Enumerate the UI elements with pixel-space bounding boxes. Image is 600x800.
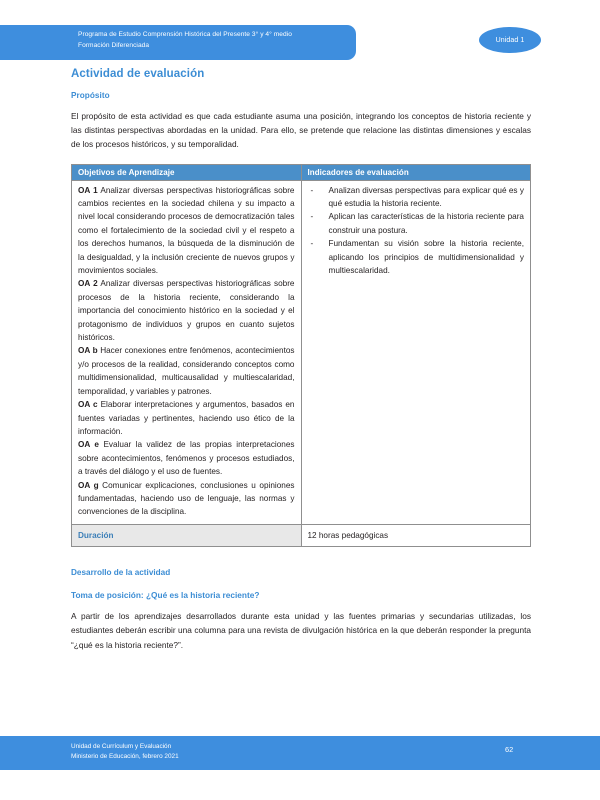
header-program-title <box>78 30 348 51</box>
unit-badge: Unidad 1 <box>479 27 541 53</box>
objective-text: Hacer conexiones entre fenómenos, acontecimientos y/o procesos de la realidad, considerando conceptos como multidimensionalidad, multicausalidad y multiescalaridad, temporalidad, y variables y patrones. <box>78 346 295 396</box>
objective-code: OA e <box>78 440 99 450</box>
footer-line-2: Ministerio de Educación, febrero 2021 <box>71 753 179 761</box>
objective-item <box>78 398 295 438</box>
objective-text: Analizar diversas perspectivas historiográficas sobre cambios recientes en la sociedad chilena y su impacto a nivel local considerando procesos de democratización tales como el fortalecimiento de la sociedad civil y el respeto a los derechos humanos, la búsqueda de la disminución de la desigualdad, y la inclusión creciente de nuevos grupos y movimientos sociales. <box>78 185 295 276</box>
objective-text: Comunicar explicaciones, conclusiones u opiniones fundamentadas, haciendo uso de lenguaje, las normas y convenciones de la disciplina. <box>78 480 295 517</box>
objective-code: OA 2 <box>78 279 98 289</box>
dash-bullet-icon: - <box>310 212 314 222</box>
activity-development-section <box>71 568 531 652</box>
objective-item <box>78 479 295 519</box>
objective-code: OA g <box>78 480 99 490</box>
objective-item <box>78 344 295 398</box>
objective-text: Elaborar interpretaciones y argumentos, basados en fuentes variadas y pertinentes, haciendo uso ético de la información. <box>78 400 295 436</box>
page-title: Actividad de evaluación <box>71 68 205 80</box>
indicator-text: Analizan diversas perspectivas para explicar qué es y qué estudia la historia reciente. <box>328 185 524 209</box>
document-content <box>71 68 531 652</box>
task-heading: Toma de posición: ¿Qué es la historia reciente? <box>71 590 260 601</box>
purpose-paragraph: El propósito de esta actividad es que cada estudiante asuma una posición, integrando los conceptos de historia reciente y las distintas perspectivas abordadas en la unidad. Para ello, se pretende que relacione las distintas dimensiones y escalas de los procesos históricos, y su temporalidad. <box>71 111 531 150</box>
indicadores-cell <box>301 180 531 524</box>
table-row <box>72 180 531 524</box>
table-header-row <box>72 164 531 180</box>
objective-text: Analizar diversas perspectivas historiográficas sobre procesos de la historia reciente, considerando la importancia del conocimiento histórico en la sociedad y el protagonismo de individuos y grupos en cuanto sujetos históricos. <box>78 279 295 343</box>
list-item <box>308 184 525 211</box>
duration-row <box>72 524 531 546</box>
objetivos-cell <box>72 180 302 524</box>
indicator-text: Fundamentan su visión sobre la historia reciente, aplicando los principios de multidimensionalidad y multiescalaridad. <box>328 239 524 276</box>
objective-item <box>78 277 295 344</box>
column-header-objetivos: Objetivos de Aprendizaje <box>72 164 302 180</box>
indicator-list <box>308 184 525 278</box>
dash-bullet-icon: - <box>310 239 314 249</box>
footer-organization <box>71 742 179 762</box>
objective-code: OA 1 <box>78 185 98 195</box>
dash-bullet-icon: - <box>310 185 314 195</box>
purpose-heading: Propósito <box>71 91 110 100</box>
task-paragraph: A partir de los aprendizajes desarrollados durante esta unidad y las fuentes primarias y secundarias utilizadas, los estudiantes deberán escribir una columna para una revista de divulgación histórica en la que deberán responder la pregunta “¿qué es la historia reciente?”. <box>71 611 531 650</box>
header-line-1: Programa de Estudio Comprensión Histórica del Presente 3° y 4° medio <box>78 31 292 38</box>
header-line-2: Formación Diferenciada <box>78 41 150 49</box>
list-item <box>308 237 525 277</box>
page-number: 62 <box>505 745 514 754</box>
duration-value: 12 horas pedagógicas <box>301 524 531 546</box>
development-heading: Desarrollo de la actividad <box>71 568 171 578</box>
footer-line-1: Unidad de Currículum y Evaluación <box>71 743 172 750</box>
objective-code: OA c <box>78 400 98 410</box>
objective-code: OA b <box>78 346 98 356</box>
objective-text: Evaluar la validez de las propias interpretaciones sobre acontecimientos, fenómenos y procesos estudiados, a través del diálogo y el uso de fuentes. <box>78 440 295 477</box>
objective-item <box>78 184 295 278</box>
objective-item <box>78 438 295 478</box>
objectives-indicators-table <box>71 164 531 548</box>
column-header-indicadores: Indicadores de evaluación <box>301 164 531 180</box>
indicator-text: Aplican las características de la historia reciente para construir una postura. <box>328 212 524 235</box>
duration-label: Duración <box>72 524 302 546</box>
list-item <box>308 210 525 237</box>
